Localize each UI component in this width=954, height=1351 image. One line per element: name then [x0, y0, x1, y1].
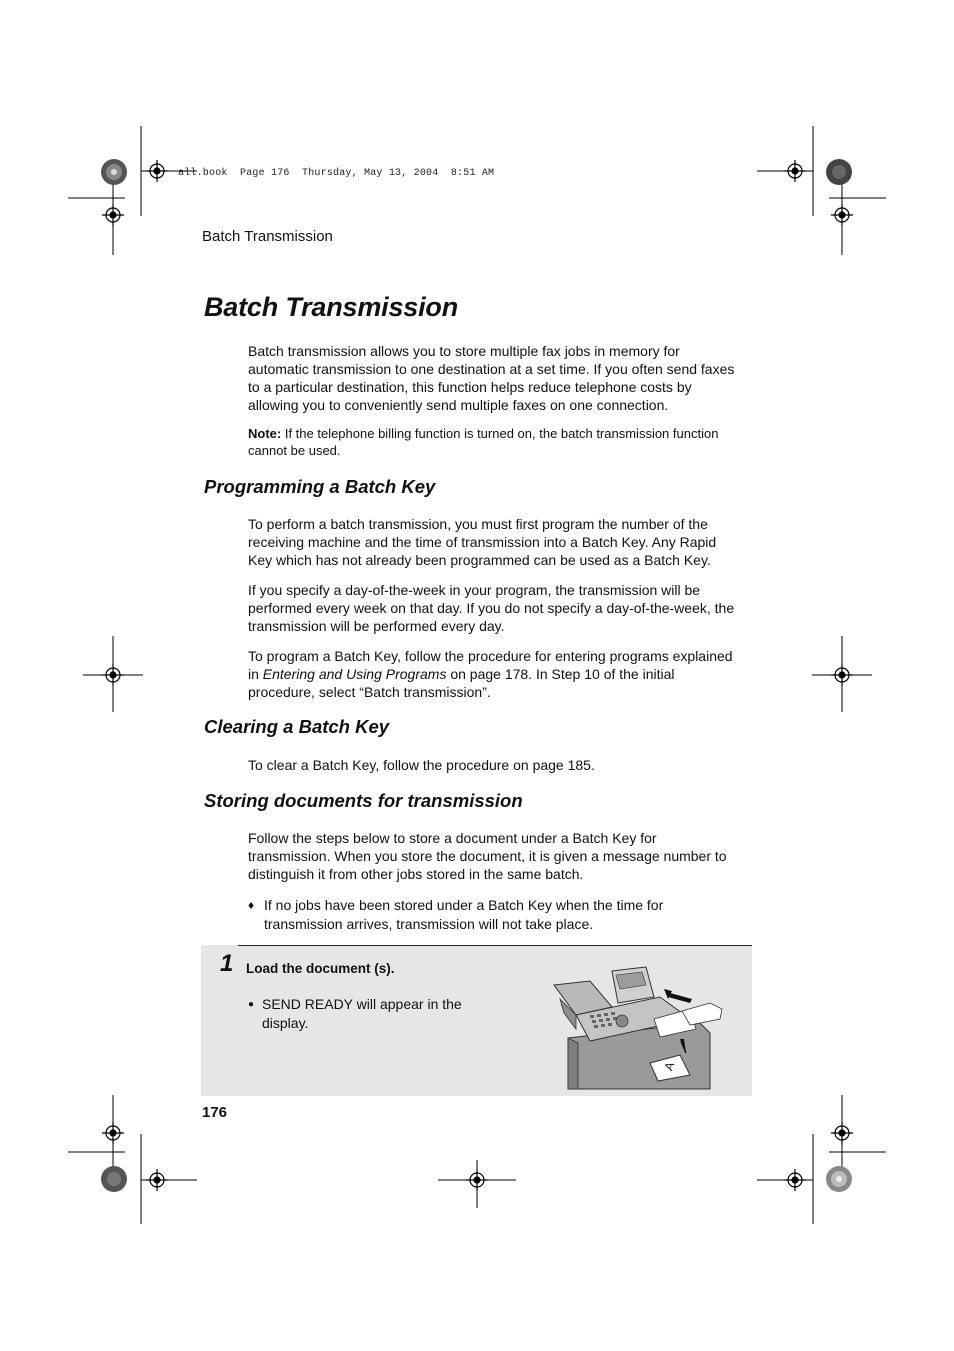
section-heading-programming: Programming a Batch Key	[204, 476, 436, 497]
running-header: Batch Transmission	[202, 228, 333, 245]
step-divider	[238, 945, 752, 946]
programming-paragraph-3	[248, 647, 742, 701]
page-title: Batch Transmission	[204, 292, 458, 322]
sheet-letter: A	[661, 1060, 678, 1073]
programming-paragraph-1: To perform a batch transmission, you must first program the number of the receiving machine and the time of transmission into a Batch Key. Any Rapid Key which has not already been programmed can be used as a Batch Key.	[248, 516, 717, 568]
storing-paragraph: Follow the steps below to store a document under a Batch Key for transmission. When you store the document, it is given a message number to distinguish it from other jobs stored in the same batch.	[248, 830, 727, 882]
note-text: If the telephone billing function is turned on, the batch transmission function cannot be used.	[248, 426, 719, 458]
registration-target	[146, 160, 168, 182]
step-bullet-text: SEND READY will appear in the display.	[262, 996, 462, 1031]
page-number: 176	[202, 1104, 228, 1121]
clearing-paragraph: To clear a Batch Key, follow the procedure on page 185.	[248, 757, 595, 773]
dot-bullet-icon: ●	[248, 999, 255, 1010]
step-bullet	[248, 995, 488, 1035]
programming-p3-start: To program a Batch Key, follow the procedure for entering programs explained in	[248, 648, 733, 682]
storing-bullet-text: If no jobs have been stored under a Batch Key when the time for transmission arrives, transmission will not take place.	[264, 897, 664, 932]
intro-paragraph: Batch transmission allows you to store multiple fax jobs in memory for automatic transmission to one destination at a set time. If you often send faxes to a particular destination, this function helps reduce telephone costs by allowing you to conveniently send multiple faxes on one connection.	[248, 343, 735, 413]
programming-paragraph-2: If you specify a day-of-the-week in your program, the transmission will be performed every week on that day. If you do not specify a day-of-the-week, the transmission will be performed every day.	[248, 582, 735, 634]
print-slug: all.book Page 176 Thursday, May 13, 2004 8:51 AM	[178, 168, 495, 179]
step-number: 1	[220, 950, 234, 977]
section-heading-clearing: Clearing a Batch Key	[204, 716, 390, 737]
programming-p3-end: on page 178. In Step 10 of the initial procedure, select “Batch transmission”.	[248, 666, 675, 700]
storing-bullet	[248, 896, 742, 936]
note-paragraph	[248, 425, 742, 459]
diamond-bullet-icon: ♦	[248, 898, 255, 912]
cross-reference: Entering and Using Programs	[262, 666, 447, 682]
note-label: Note:	[248, 426, 282, 441]
fax-machine-illustration	[550, 963, 726, 1091]
step-title: Load the document (s).	[246, 961, 395, 976]
section-heading-storing: Storing documents for transmission	[204, 790, 523, 811]
